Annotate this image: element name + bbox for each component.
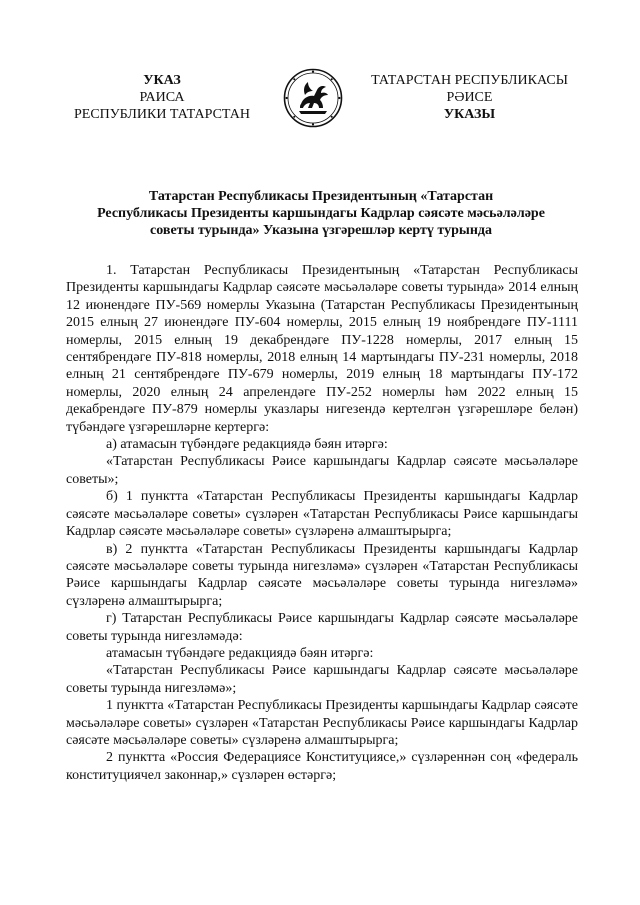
paragraph-5: в) 2 пунктта «Татарстан Республикасы Президенты каршындагы Кадрлар сәясәте мәсьәләләре советы турында нигезләмә» сүзләрен «Татарстан Республикасы Рәисе каршындагы Кадрлар сәясәте мәсьәләләре советы турында нигезләмә» сүзләренә алмаштырырга; — [66, 541, 578, 609]
header-left — [62, 72, 262, 123]
paragraph-3: «Татарстан Республикасы Рәисе каршындагы Кадрлар сәясәте мәсьәләләре советы»; — [66, 454, 578, 487]
title-line-3: советы турында» Указына үзгәрешләр кертү турында — [150, 223, 492, 238]
paragraph-9: 1 пунктта «Татарстан Республикасы Президенты каршындагы Кадрлар сәясәте мәсьәләләре советы» сүзләрен «Татарстан Республикасы Рәисе каршындагы Кадрлар сәясәте мәсьәләләре советы» сүзләренә алмаштырырга; — [66, 698, 578, 748]
title-line-1: Татарстан Республикасы Президентының «Татарстан — [148, 189, 494, 204]
paragraph-8: «Татарстан Республикасы Рәисе каршындагы Кадрлар сәясәте мәсьәләләре советы турында нигезләмә»; — [66, 663, 578, 696]
header-right — [362, 72, 577, 123]
paragraph-4: б) 1 пунктта «Татарстан Республикасы Президенты каршындагы Кадрлар сәясәте мәсьәләләре советы» сүзләрен «Татарстан Республикасы Рәисе каршындагы Кадрлар сәясәте мәсьәләләре советы» сүзләренә алмаштырырга; — [66, 489, 578, 540]
document-body — [66, 262, 578, 784]
tatarstan-coat-of-arms-icon — [283, 68, 343, 128]
header-left-line-3: РЕСПУБЛИКИ ТАТАРСТАН — [73, 107, 250, 122]
paragraph-6: г) Татарстан Республикасы Рәисе каршындагы Кадрлар сәясәте мәсьәләләре советы турында нигезләмәдә: — [66, 611, 578, 644]
title-line-2: Республикасы Президенты каршындагы Кадрлар сәясәте мәсьәләләре — [97, 206, 545, 221]
header-right-line-3: УКАЗЫ — [443, 107, 496, 122]
header-right-line-2: РӘИСЕ — [446, 90, 493, 105]
paragraph-7: атамасын түбәндәге редакциядә бәян итәргә: — [106, 645, 374, 661]
header-left-line-2: РАИСА — [139, 90, 185, 105]
header-left-line-1: УКАЗ — [143, 73, 181, 88]
paragraph-2: а) атамасын түбәндәге редакциядә бәян итәргә: — [106, 437, 388, 453]
header-right-line-1: ТАТАРСТАН РЕСПУБЛИКАСЫ — [371, 73, 568, 88]
paragraph-10: 2 пунктта «Россия Федерациясе Конституциясе,» сүзләреннән соң «федераль конституциячел законнар,» сүзләрен өстәргә; — [66, 750, 578, 783]
paragraph-1: 1. Татарстан Республикасы Президентының «Татарстан Республикасы Президенты каршындагы Кадрлар сәясәте мәсьәләләре советы турында» 2014 елның 12 июнендәге ПУ-569 номерлы Указына (Татарстан Республикасы Президентының 2015 елның 27 июнендәге ПУ-604 номерлы, 2015 елның 19 ноябрендәге ПУ-1111 номерлы, 2015 елның 19 декабрендәге ПУ-1228 номерлы, 2017 елның 15 сентябрендәге ПУ-818 номерлы, 2018 елның 14 мартындагы ПУ-231 номерлы, 2018 елның 21 сентябрендәге ПУ-679 номерлы, 2019 елның 18 мартындагы ПУ-172 номерлы, 2020 елның 24 апрелендәге ПУ-252 номерлы һәм 2022 елның 15 декабрендәге ПУ-879 номерлы указлары нигезендә кертелгән үзгәрешләре белән) түбәндәге үзгәрешләрне кертергә: — [66, 263, 578, 435]
document-title — [66, 188, 576, 239]
